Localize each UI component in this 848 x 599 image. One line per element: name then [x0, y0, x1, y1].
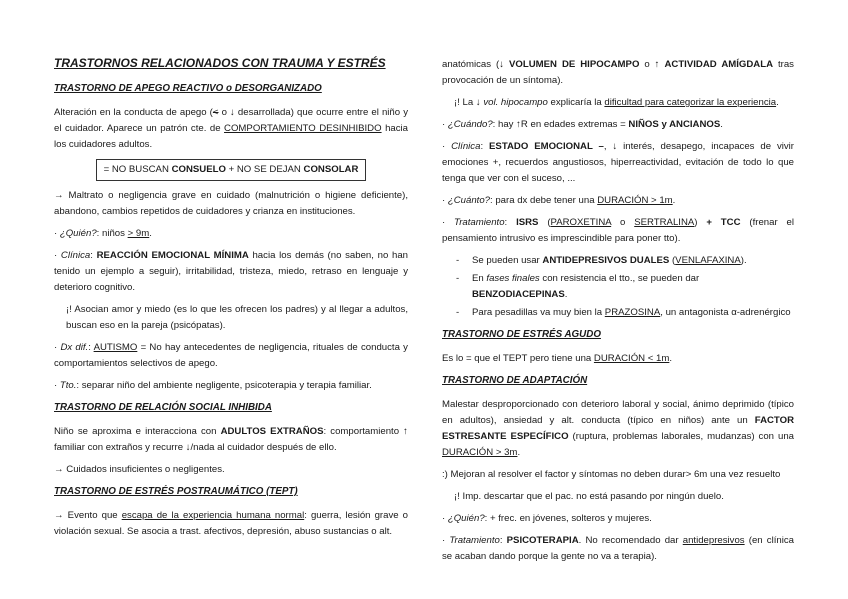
list-item: - Para pesadillas va muy bien la PRAZOSINA, un antagonista α-adrenérgico: [442, 305, 794, 321]
apego-note: ¡! Asocian amor y miedo (es lo que les ofrecen los padres) y al llegar a adultos, buscan eso en la pareja (psicópatas).: [66, 304, 408, 331]
list-item: - Se pueden usar ANTIDEPRESIVOS DUALES (VENLAFAXINA).: [442, 253, 794, 269]
apego-tto: · Tto.: separar niño del ambiente negligente, psicoterapia y terapia familiar.: [54, 380, 372, 391]
right-column: [442, 57, 794, 571]
tept-cuanto: · ¿Cuánto?: para dx debe tener una DURACIÓN > 1m.: [442, 195, 676, 206]
apego-clinica: · Clínica: REACCIÓN EMOCIONAL MÍNIMA hacia los demás (no saben, no han tenido un ejemplo a seguir), irritabilidad, tristeza, miedo, retraso en lenguaje y deterioro cognitivo.: [54, 250, 408, 293]
apego-causes: → Maltrato o negligencia grave en cuidado (malnutrición o higiene deficiente), abandono, cambios repetidos de cuidadores y crianza en instituciones.: [54, 190, 408, 217]
adaptacion-note: ¡! Imp. descartar que el pac. no está pasando por ningún duelo.: [454, 491, 724, 502]
apego-key-box: = NO BUSCAN CONSUELO + NO SE DEJAN CONSOLAR: [96, 159, 366, 181]
adaptacion-definition: Malestar desproporcionado con deterioro laboral y social, ánimo deprimido (típico en adultos), ansiedad y alt. conducta (típico en niños) ante un FACTOR ESTRESANTE ESPECÍFICO (ruptura, problemas laborales, mudanzas) con una DURACIÓN > 3m.: [442, 399, 794, 458]
tept-clinica: · Clínica: ESTADO EMOCIONAL –, ↓ interés, desapego, incapaces de vivir emociones +, recuerdos angustiosos, hiperreactividad, evitación de todo lo que tenga que ver con el suceso, ...: [442, 141, 794, 184]
apego-definition: Alteración en la conducta de apego (< o ↓ desarrollada) que ocurre entre el niño y el cuidador. Aparece un patrón cte. de COMPORTAMIENTO DESINHIBIDO hacia los cuidadores adultos.: [54, 107, 408, 150]
agudo-definition: Es lo = que el TEPT pero tiene una DURACIÓN < 1m.: [442, 353, 673, 364]
adaptacion-evolution: :) Mejoran al resolver el factor y síntomas no deben durar> 6m una vez resuelto: [442, 469, 781, 480]
tept-anatomicas: anatómicas (↓ VOLUMEN DE HIPOCAMPO o ↑ ACTIVIDAD AMÍGDALA tras provocación de un síntoma).: [442, 59, 794, 86]
tept-cuando: · ¿Cuándo?: hay ↑R en edades extremas = NIÑOS y ANCIANOS.: [442, 119, 723, 130]
tept-note: ¡! La ↓ vol. hipocampo explicaría la dificultad para categorizar la experiencia.: [454, 97, 779, 108]
tept-treatment-list: [442, 253, 794, 321]
heading-relacion: TRASTORNO DE RELACIÓN SOCIAL INHIBIDA: [54, 402, 272, 413]
heading-apego: TRASTORNO DE APEGO REACTIVO o DESORGANIZADO: [54, 83, 322, 94]
heading-agudo: TRASTORNO DE ESTRÉS AGUDO: [442, 329, 601, 340]
apego-dx-dif: · Dx dif.: AUTISMO = No hay antecedentes de negligencia, rituales de conducta y comportamientos selectivos de apego.: [54, 342, 408, 369]
heading-tept: TRASTORNO DE ESTRÉS POSTRAUMÁTICO (TEPT): [54, 486, 298, 497]
tept-definition: → Evento que escapa de la experiencia humana normal: guerra, lesión grave o violación sexual. Se asocia a trast. afectivos, depresión, abuso sustancias o alt.: [54, 510, 408, 537]
list-item: - En fases finales con resistencia el tto., se pueden dar BENZODIACEPINAS.: [442, 271, 794, 303]
relacion-definition: Niño se aproxima e interacciona con ADULTOS EXTRAÑOS: comportamiento ↑ familiar con extraños y recurre ↓/nada al cuidador después de ello.: [54, 426, 408, 453]
apego-quien: · ¿Quién?: niños > 9m.: [54, 228, 152, 239]
relacion-causes: → Cuidados insuficientes o negligentes.: [54, 464, 225, 475]
adaptacion-quien: · ¿Quién?: + frec. en jóvenes, solteros y mujeres.: [442, 513, 652, 524]
left-column: [54, 55, 408, 546]
adaptacion-tratamiento: · Tratamiento: PSICOTERAPIA. No recomendado dar antidepresivos (en clínica se acaban dando porque la gente no va a terapia).: [442, 535, 794, 562]
tept-tratamiento: · Tratamiento: ISRS (PAROXETINA o SERTRALINA) + TCC (frenar el pensamiento intrusivo es imprescindible para poner tto).: [442, 217, 794, 244]
page-title: TRASTORNOS RELACIONADOS CON TRAUMA Y ESTRÉS: [54, 56, 386, 70]
heading-adaptacion: TRASTORNO DE ADAPTACIÓN: [442, 375, 588, 386]
